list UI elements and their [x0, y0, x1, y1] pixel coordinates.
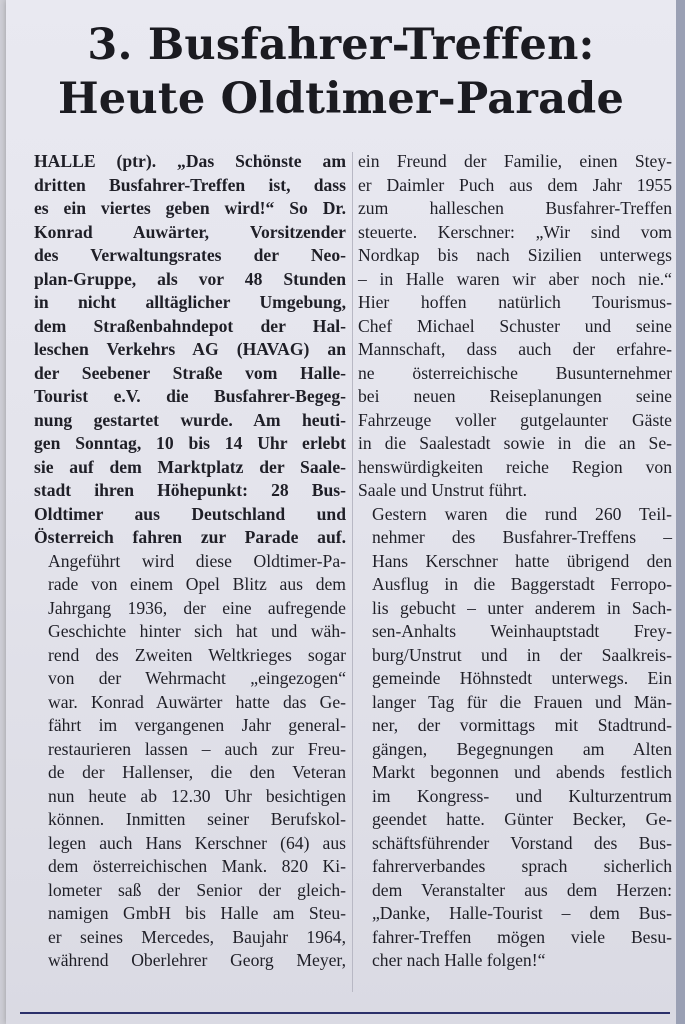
text-line: fährt im vergangenen Jahr general- [48, 715, 346, 735]
text-line: henswürdigkeiten reiche Region von [358, 456, 672, 477]
text-line: Nordkap bis nach Sizilien unterwegs [358, 245, 672, 265]
text-line: Oldtimer aus Deutschland und [34, 503, 346, 524]
text-line: restaurieren lassen – auch zur Freu- [48, 738, 346, 759]
text-line: plan-Gruppe, als vor 48 Stunden [34, 268, 346, 289]
text-line: fahrer-Treffen mögen viele Besu- [372, 926, 672, 947]
lead-paragraph [34, 150, 346, 550]
text-line: schäftsführender Vorstand des Bus- [372, 832, 672, 853]
text-line: Gestern waren die rund 260 Teil- [372, 503, 672, 524]
text-line: Hans Kerschner hatte übrigend den [372, 550, 672, 571]
text-line: de der Hallenser, die den Veteran [48, 762, 346, 782]
text-line: der Seebener Straße vom Halle- [34, 362, 346, 383]
text-line: HALLE (ptr). „Das Schönste am [34, 151, 346, 171]
text-line: Angeführt wird diese Oldtimer-Pa- [48, 550, 346, 571]
text-line: Österreich fahren zur Parade auf. [34, 527, 346, 547]
text-line: war. Konrad Auwärter hatte das Ge- [48, 691, 346, 712]
text-line: Jahrgang 1936, der eine aufregende [48, 597, 346, 618]
text-line: sen-Anhalts Weinhauptstadt Frey- [372, 621, 672, 641]
background-edge [676, 0, 685, 1024]
text-line: sie auf dem Marktplatz der Saale- [34, 456, 346, 477]
text-line: während Oberlehrer Georg Meyer, [48, 950, 346, 970]
text-line: ein Freund der Familie, einen Stey- [358, 151, 672, 171]
text-line: dem Veranstalter aus dem Herzen: [372, 879, 672, 900]
text-line: rend des Zweiten Weltkrieges sogar [48, 644, 346, 665]
text-line: in die Saalestadt sowie in die an Se- [358, 433, 672, 453]
text-line: fahrerverbandes sprach sicherlich [372, 856, 672, 876]
text-line: können. Inmitten seiner Berufskol- [48, 809, 346, 829]
text-line: von der Wehrmacht „eingezogen“ [48, 668, 346, 688]
text-line: zum halleschen Busfahrer-Treffen [358, 198, 672, 218]
text-line: Konrad Auwärter, Vorsitzender [34, 221, 346, 242]
text-line: gängen, Begegnungen am Alten [372, 738, 672, 759]
text-line: geendet hatte. Günter Becker, Ge- [372, 809, 672, 829]
text-line: gen Sonntag, 10 bis 14 Uhr erlebt [34, 433, 346, 453]
text-line: lis gebucht – unter anderem in Sach- [372, 597, 672, 618]
text-line: Geschichte hinter sich hat und wäh- [48, 621, 346, 641]
text-line: im Kongress- und Kulturzentrum [372, 785, 672, 806]
text-line: ne österreichische Busunternehmer [358, 362, 672, 383]
text-line: bei neuen Reiseplanungen seine [358, 386, 672, 406]
text-line: burg/Unstrut und in der Saalkreis- [372, 644, 672, 665]
text-line: lometer saß der Senior der gleich- [48, 879, 346, 900]
body-paragraph [358, 150, 672, 503]
text-line: nun heute ab 12.30 Uhr besichtigen [48, 785, 346, 806]
newspaper-clipping [6, 0, 676, 1024]
text-line: stadt ihren Höhepunkt: 28 Bus- [34, 480, 346, 500]
text-line: Mannschaft, dass auch der erfahre- [358, 339, 672, 359]
headline-line-2: Heute Oldtimer-Parade [57, 74, 625, 124]
text-line: dem österreichischen Mank. 820 Ki- [48, 856, 346, 876]
text-line: nehmer des Busfahrer-Treffens – [372, 527, 672, 547]
column-divider [352, 152, 353, 992]
text-line: Ausflug in die Baggerstadt Ferropo- [372, 574, 672, 594]
bottom-rule [20, 1012, 670, 1014]
headline-line-1: 3. Busfahrer-Treffen: [87, 20, 595, 70]
text-line: rade von einem Opel Blitz aus dem [48, 574, 346, 594]
text-line: Saale und Unstrut führt. [358, 480, 528, 500]
text-line: dem Straßenbahndepot der Hal- [34, 315, 346, 336]
text-line: er seines Mercedes, Baujahr 1964, [48, 926, 346, 947]
right-column [358, 150, 672, 973]
text-line: es ein viertes geben wird!“ So Dr. [34, 198, 346, 218]
text-line: – in Halle waren wir aber noch nie.“ [358, 268, 672, 289]
text-line: legen auch Hans Kerschner (64) aus [48, 832, 346, 853]
text-line: cher nach Halle folgen!“ [372, 950, 546, 970]
text-line: leschen Verkehrs AG (HAVAG) an [34, 339, 346, 359]
text-line: Hier hoffen natürlich Tourismus- [358, 292, 672, 312]
body-paragraph [34, 550, 346, 973]
body-paragraph [358, 503, 672, 973]
headline [26, 18, 656, 126]
text-line: in nicht alltäglicher Umgebung, [34, 292, 346, 312]
text-line: gemeinde Höhnstedt unterwegs. Ein [372, 668, 672, 688]
text-line: Fahrzeuge voller gutgelaunter Gäste [358, 409, 672, 430]
text-line: Tourist e.V. die Busfahrer-Begeg- [34, 386, 346, 406]
text-line: des Verwaltungsrates der Neo- [34, 245, 346, 265]
text-line: namigen GmbH bis Halle am Steu- [48, 903, 346, 923]
text-line: langer Tag für die Frauen und Män- [372, 691, 672, 712]
text-line: Markt begonnen und abends festlich [372, 762, 672, 782]
text-line: ner, der vormittags mit Stadtrund- [372, 715, 672, 735]
text-line: dritten Busfahrer-Treffen ist, dass [34, 174, 346, 195]
text-line: er Daimler Puch aus dem Jahr 1955 [358, 174, 672, 195]
text-line: steuerte. Kerschner: „Wir sind vom [358, 221, 672, 242]
text-line: nung gestartet wurde. Am heuti- [34, 409, 346, 430]
left-column [34, 150, 346, 973]
text-line: „Danke, Halle-Tourist – dem Bus- [372, 903, 672, 923]
text-line: Chef Michael Schuster und seine [358, 315, 672, 336]
